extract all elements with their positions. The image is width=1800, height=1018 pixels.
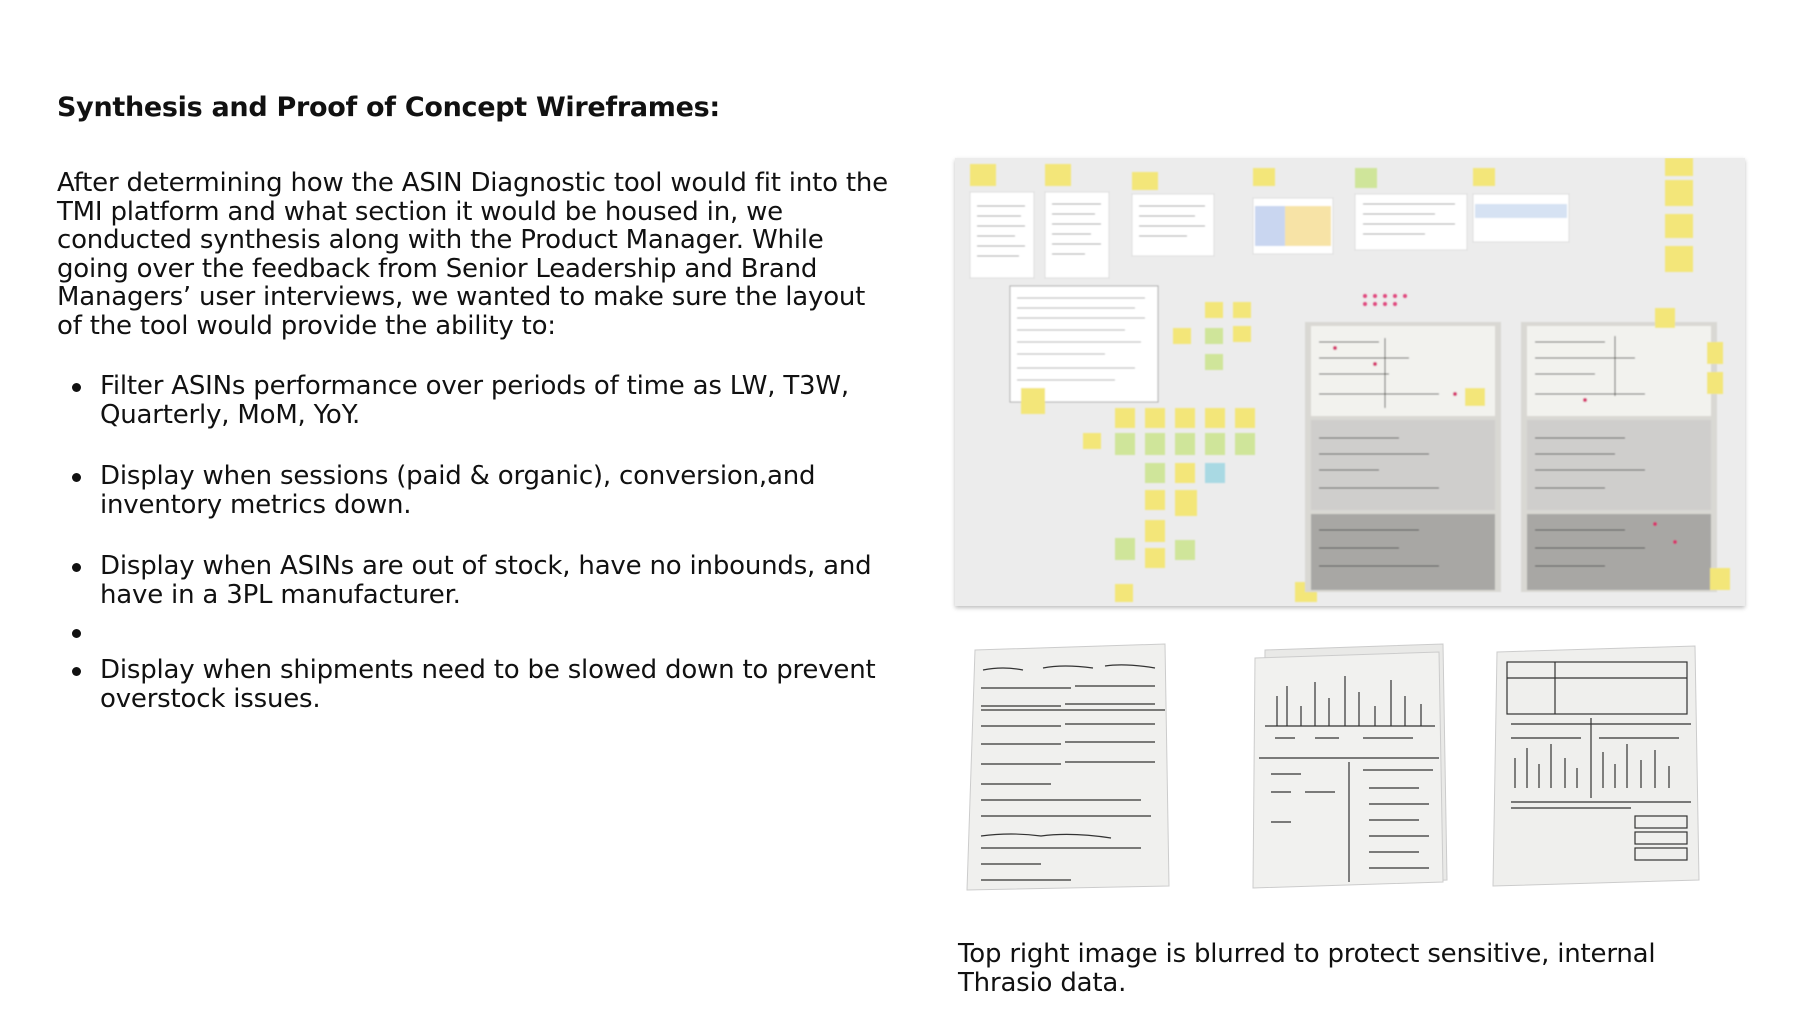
bullet-item-3: Display when ASINs are out of stock, have no inbounds, and have in a 3PL manufacturer.	[57, 552, 917, 609]
board-illustration	[955, 158, 1745, 606]
synthesis-board-image	[955, 158, 1745, 606]
bullet-item-2: Display when sessions (paid & organic), conversion,and inventory metrics down.	[57, 462, 917, 519]
bullet-item-5: Display when shipments need to be slowed down to prevent overstock issues.	[57, 656, 917, 713]
bullet-item-4	[57, 618, 917, 646]
page-title: Synthesis and Proof of Concept Wireframes:	[57, 92, 720, 123]
capability-list	[57, 372, 917, 746]
intro-paragraph: After determining how the ASIN Diagnostic tool would fit into the TMI platform and what section it would be housed in, we conducted synthesis along with the Product Manager. While going over the feedback from Senior Leadership and Brand Managers’ user interviews, we wanted to make sure the layout of the tool would provide the ability to:	[57, 168, 888, 341]
bar-chart-sketch	[1253, 644, 1447, 888]
paper-sketches	[955, 638, 1745, 908]
bullet-item-1: Filter ASINs performance over periods of time as LW, T3W, Quarterly, MoM, YoY.	[57, 372, 917, 429]
dashboard-sketch	[1493, 646, 1699, 886]
asin-list-sketch	[967, 644, 1169, 890]
image-caption: Top right image is blurred to protect sensitive, internal Thrasio data.	[958, 939, 1656, 998]
